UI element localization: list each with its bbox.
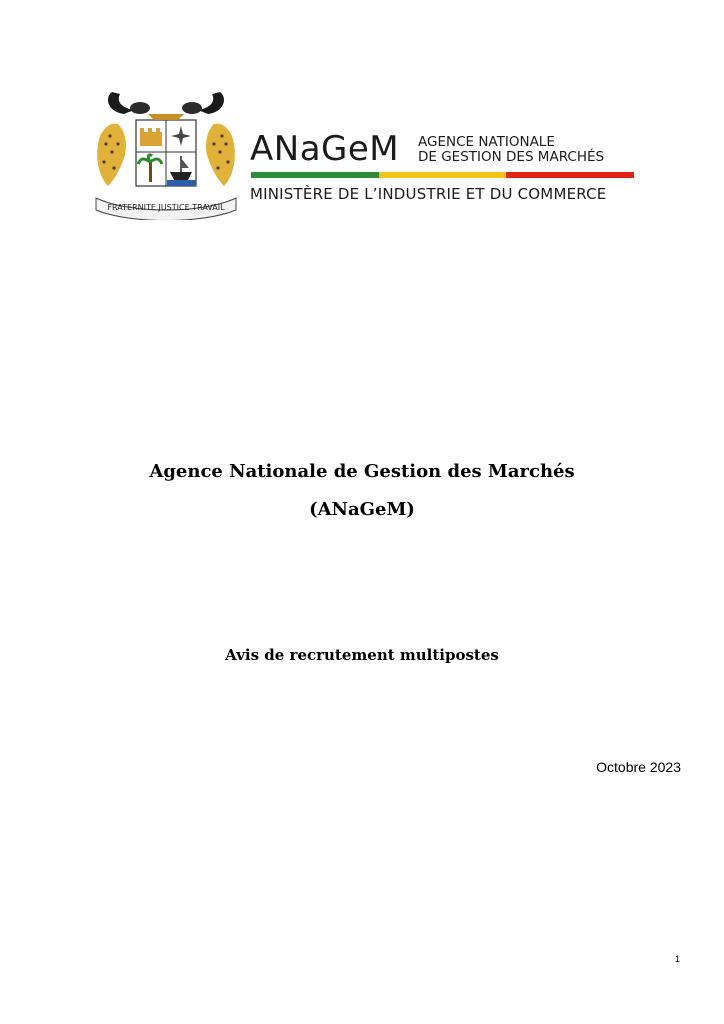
document-title-acronym: (ANaGeM)	[309, 499, 415, 520]
logo-subtitle-line1: AGENCE NATIONALE	[418, 134, 555, 150]
document-subject: Avis de recrutement multipostes	[225, 646, 499, 664]
logo-name: ANaGeM	[250, 129, 400, 169]
anagem-logo	[250, 129, 650, 192]
band-green	[251, 172, 379, 178]
logo-subtitle-line2: DE GESTION DES MARCHÉS	[418, 149, 605, 165]
letterhead	[90, 84, 650, 224]
band-yellow	[379, 172, 507, 178]
band-red	[506, 172, 634, 178]
document-title: Agence Nationale de Gestion des Marchés	[149, 461, 575, 482]
benin-coat-of-arms-icon	[90, 84, 242, 220]
page-number: 1	[674, 954, 680, 964]
document-date: Octobre 2023	[596, 759, 681, 775]
ministry-name: MINISTÈRE DE L’INDUSTRIE ET DU COMMERCE	[250, 185, 607, 203]
motto-text: FRATERNITE JUSTICE TRAVAIL	[107, 203, 225, 212]
logo-subtitle	[418, 135, 604, 165]
flag-color-band	[251, 172, 634, 178]
